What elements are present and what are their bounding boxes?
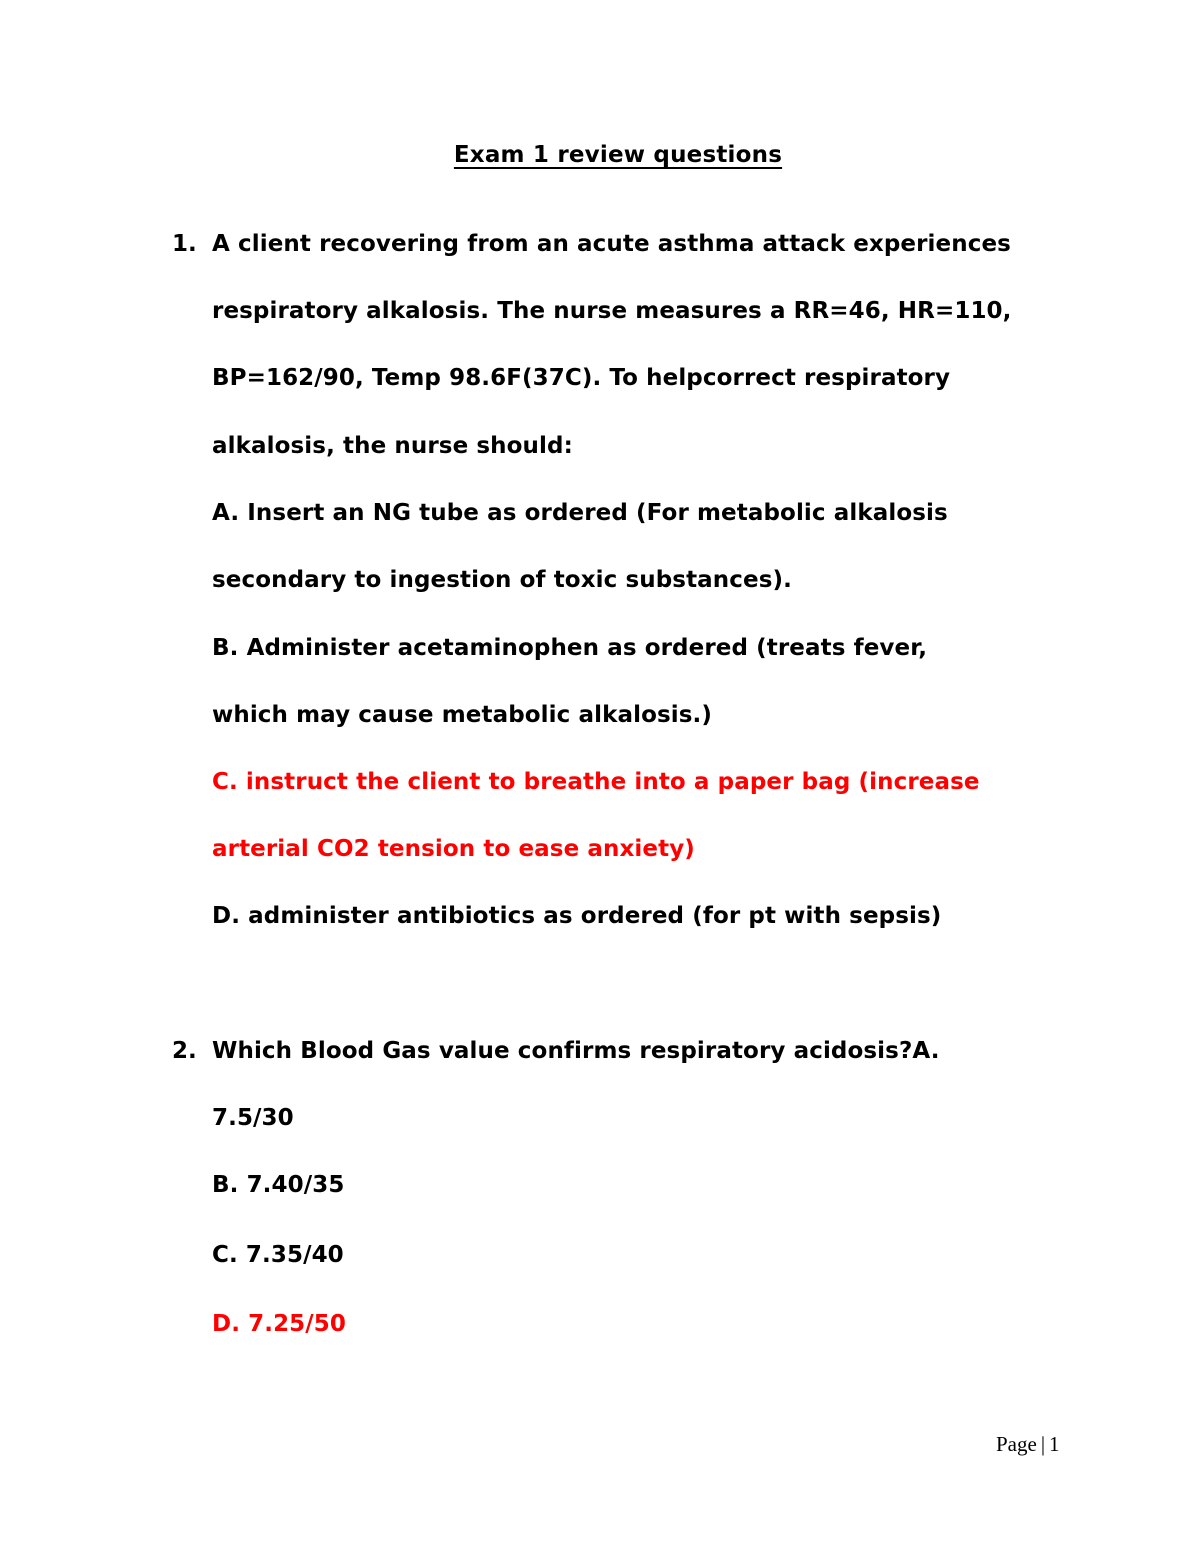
question-1-option-a-line-2: secondary to ingestion of toxic substances). <box>212 567 792 593</box>
question-1-option-a-line-1: A. Insert an NG tube as ordered (For metabolic alkalosis <box>212 500 948 526</box>
question-2-option-b: B. 7.40/35 <box>212 1172 345 1198</box>
question-2-stem-line-1: Which Blood Gas value confirms respiratory acidosis?A. <box>212 1038 940 1064</box>
question-1-stem-line-4: alkalosis, the nurse should: <box>212 433 573 459</box>
question-1-stem-line-1: A client recovering from an acute asthma attack experiences <box>212 231 1011 257</box>
question-1-option-b-line-2: which may cause metabolic alkalosis.) <box>212 702 712 728</box>
document-title: Exam 1 review questions <box>453 142 783 168</box>
page-separator: | <box>1040 1432 1046 1456</box>
page-number: 1 <box>1049 1432 1060 1456</box>
question-1-option-c-line-2-correct: arterial CO2 tension to ease anxiety) <box>212 836 695 862</box>
question-1-stem-line-2: respiratory alkalosis. The nurse measures a RR=46, HR=110, <box>212 298 1012 324</box>
question-2-option-d-correct: D. 7.25/50 <box>212 1311 346 1337</box>
question-1-stem-line-3: BP=162/90, Temp 98.6F(37C). To helpcorrect respiratory <box>212 365 951 391</box>
question-2-option-c: C. 7.35/40 <box>212 1242 344 1268</box>
page-footer <box>996 1432 1060 1457</box>
question-1-option-b-line-1: B. Administer acetaminophen as ordered (treats fever, <box>212 635 928 661</box>
question-2-stem-line-2: 7.5/30 <box>212 1105 294 1131</box>
page-label: Page <box>996 1432 1037 1456</box>
question-1-option-d-line-1: D. administer antibiotics as ordered (for pt with sepsis) <box>212 903 942 929</box>
question-1-number: 1. <box>172 231 197 257</box>
question-2-number: 2. <box>172 1038 197 1064</box>
question-1-option-c-line-1-correct: C. instruct the client to breathe into a paper bag (increase <box>212 769 980 795</box>
